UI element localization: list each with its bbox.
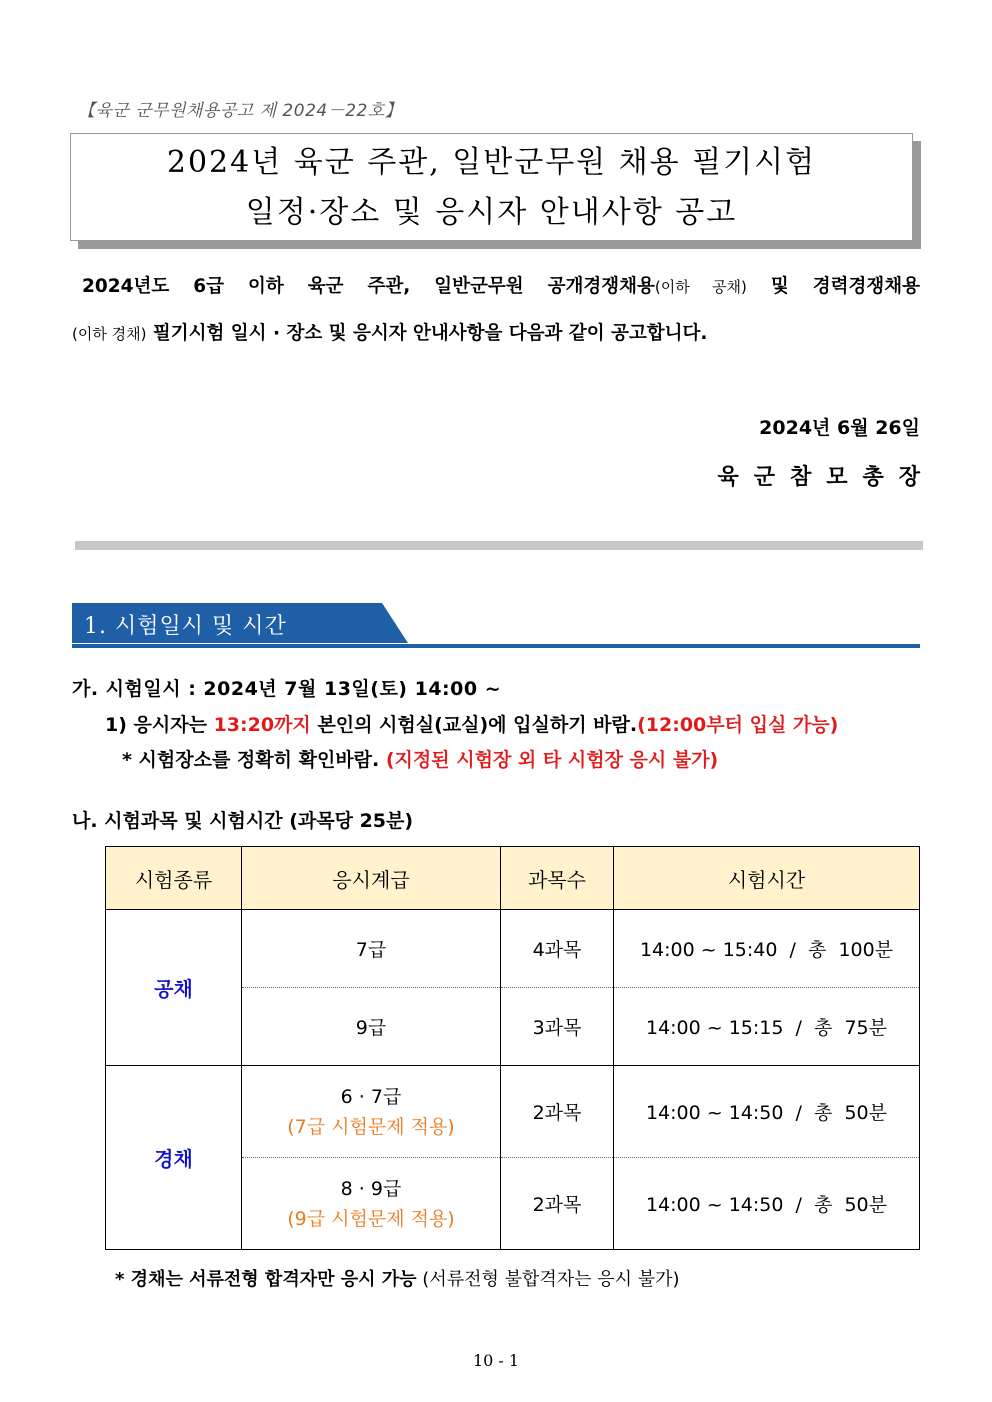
grade-cell — [242, 1158, 501, 1250]
intro-text: 2024년도 6급 이하 육군 주관, 일반군무원 공개경쟁채용 — [82, 276, 655, 297]
section-title: 1. 시험일시 및 시간 — [84, 614, 287, 639]
intro-line-1 — [72, 273, 920, 301]
grade-cell: 7급 — [242, 910, 501, 988]
text: 1) 응시자는 — [105, 714, 214, 736]
grade-cell — [242, 1066, 501, 1158]
divider — [75, 541, 923, 550]
announcement-date: 2024년 6월 26일 — [759, 417, 920, 439]
grade-label: 6 · 7급 — [340, 1085, 402, 1108]
exam-datetime: 가. 시험일시 : 2024년 7월 13일(토) 14:00 ~ — [72, 678, 502, 700]
title-box — [70, 133, 913, 241]
text: 본인의 시험실(교실)에 입실하기 바람. — [310, 714, 638, 736]
subjects-cell: 2과목 — [501, 1158, 614, 1250]
grade-note: (7급 시험문제 적용) — [287, 1115, 455, 1138]
grade-note: (9급 시험문제 적용) — [287, 1207, 455, 1230]
grade-cell: 9급 — [242, 988, 501, 1066]
time-cell: 14:00 ~ 15:40 / 총 100분 — [614, 910, 920, 988]
header-cell: 시험종류 — [106, 847, 242, 910]
intro-text: 필기시험 일시 · 장소 및 응시자 안내사항을 다음과 같이 공고합니다. — [146, 323, 708, 344]
time-cell: 14:00 ~ 14:50 / 총 50분 — [614, 1066, 920, 1158]
footnote-bold: * 경채는 서류전형 합격자만 응시 가능 — [115, 1269, 417, 1290]
intro-abbrev: (이하 공채) — [654, 278, 747, 296]
instruction-item-2 — [122, 745, 718, 772]
table-row — [106, 910, 920, 988]
footnote — [115, 1265, 680, 1291]
text: * 시험장소를 정확히 확인바람. — [122, 749, 386, 771]
footnote-text: (서류전형 불합격자는 응시 불가) — [416, 1269, 680, 1290]
highlight-note: (지정된 시험장 외 타 시험장 응시 불가) — [385, 749, 719, 771]
issuer: 육군참모총장 — [717, 465, 935, 490]
title-line-2: 일정·장소 및 응시자 안내사항 공고 — [245, 195, 738, 230]
instruction-item-1 — [105, 710, 838, 737]
page-number: 10 - 1 — [472, 1351, 520, 1370]
intro-abbrev: (이하 경채) — [72, 325, 147, 343]
time-cell: 14:00 ~ 14:50 / 총 50분 — [614, 1158, 920, 1250]
grade-label: 8 · 9급 — [340, 1177, 402, 1200]
title-line-1: 2024년 육군 주관, 일반군무원 채용 필기시험 — [166, 145, 817, 180]
subjects-cell: 4과목 — [501, 910, 614, 988]
exam-type-cell: 경채 — [106, 1066, 242, 1250]
header-cell: 시험시간 — [614, 847, 920, 910]
highlight-time: 13:20까지 — [213, 714, 311, 736]
time-cell: 14:00 ~ 15:15 / 총 75분 — [614, 988, 920, 1066]
intro-line-2 — [72, 320, 920, 348]
header-cell: 응시계급 — [242, 847, 501, 910]
exam-type-cell: 공채 — [106, 910, 242, 1066]
table-header-row — [106, 847, 920, 910]
notice-number: 【육군 군무원채용공고 제 2024－22호】 — [78, 101, 403, 121]
highlight-note: (12:00부터 입실 가능) — [637, 714, 839, 736]
header-cell: 과목수 — [501, 847, 614, 910]
table-row — [106, 1066, 920, 1158]
subjects-heading: 나. 시험과목 및 시험시간 (과목당 25분) — [72, 810, 414, 832]
subjects-cell: 3과목 — [501, 988, 614, 1066]
exam-schedule-table — [105, 846, 920, 1250]
intro-text: 및 경력경쟁채용 — [746, 276, 921, 297]
subjects-cell: 2과목 — [501, 1066, 614, 1158]
